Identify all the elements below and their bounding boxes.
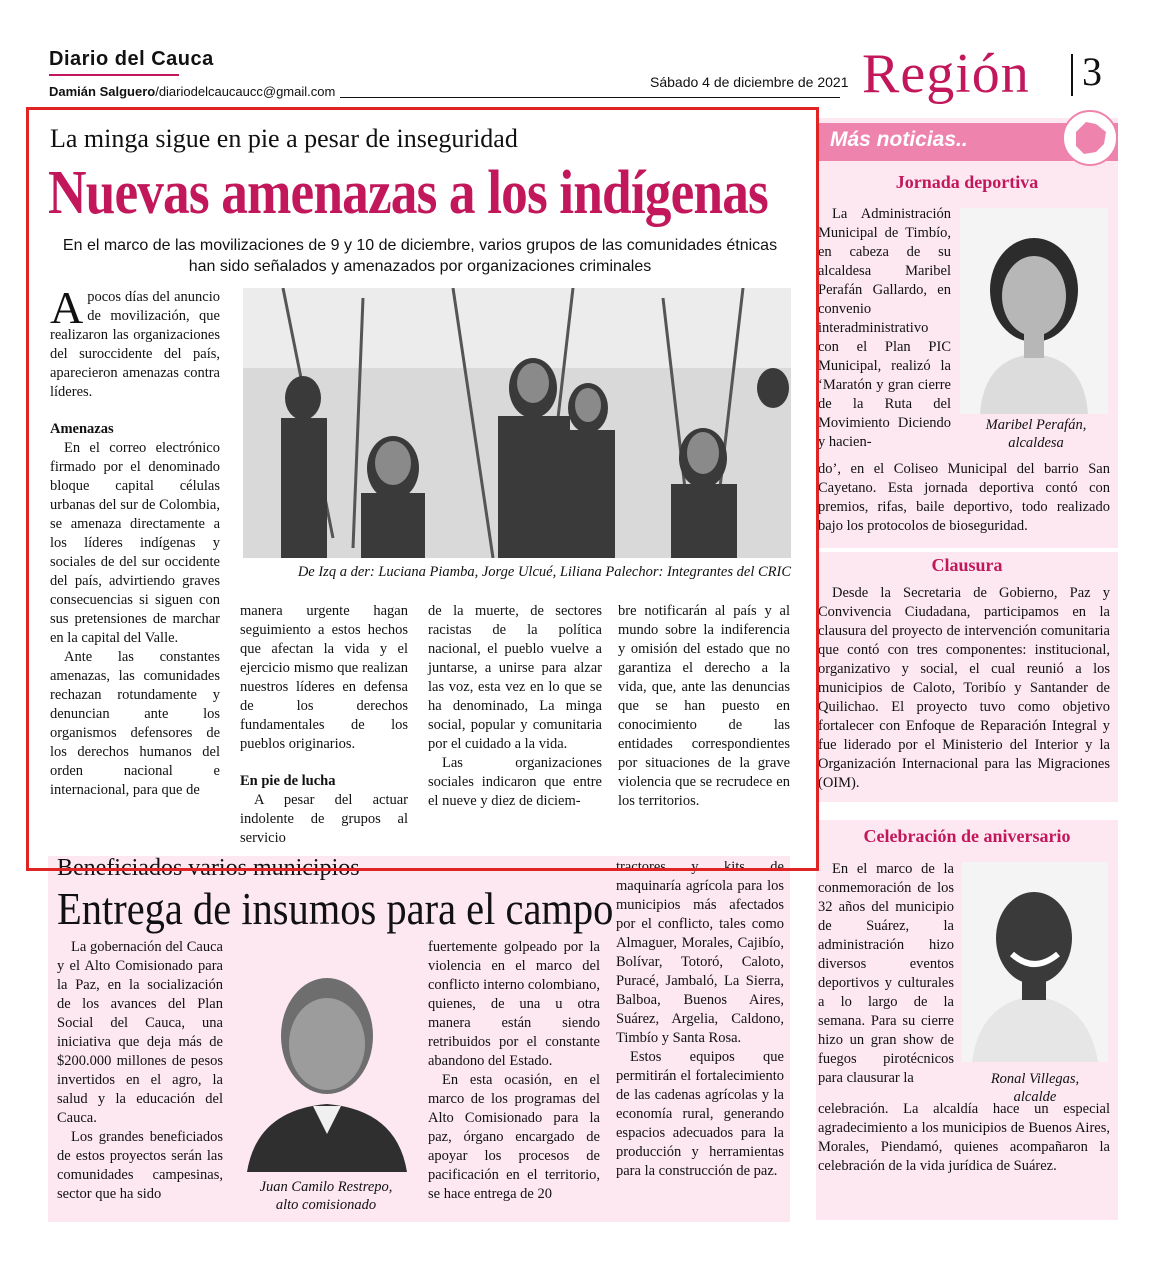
jornada-text-1: La Administración Municipal de Timbío, en cabeza de su alcaldesa Maribel Perafán Gallardo, en convenio interadministrativo con el Plan PIC Municipal, realizó la ‘Maratón y gran cierre de la Ruta del Movimiento Diciendo y hacien- bbox=[818, 206, 951, 450]
bottom-column-2 bbox=[428, 938, 600, 1204]
jornada-text-2: do’, en el Coliseo Municipal del barrio San Cayetano. Esta jornada deportiva contó con premios, rifas, baile deportivo, todo realizado bajo los protocolos de bioseguridad. bbox=[818, 461, 1110, 534]
subhead-amenazas: Amenazas bbox=[50, 421, 114, 437]
section-title: Región bbox=[862, 43, 1030, 105]
author-email: /diariodelcaucaucc@gmail.com bbox=[155, 84, 336, 99]
author-name: Damián Salguero bbox=[49, 84, 156, 99]
author-line bbox=[49, 84, 335, 99]
jornada-photo-caption bbox=[962, 416, 1110, 452]
woman-portrait-illustration bbox=[960, 208, 1108, 414]
bottom-column-1 bbox=[57, 938, 223, 1204]
bottom-column-3 bbox=[616, 858, 784, 1181]
jornada-photo bbox=[960, 208, 1108, 414]
bottom-para-5: tractores y kits de maquinaría agrícola para los municipios más afectados por el conflicto, tales como Almaguer, Morales, Cajibío, Bolívar, Totoró, Caloto, Puracé, Jambaló, La Sierra, Balboa, Buenos Aires, Suárez, Argelia, Caldono, Timbío y Santa Rosa. bbox=[616, 859, 784, 1046]
main-para-3: manera urgente hagan seguimiento a estos hechos que afectan la vida y el ejercicio mismo que realizan nuestros líderes en defensa de los derechos fundamentales de los pueblos originarios. bbox=[240, 603, 408, 752]
subhead-en-pie-de-lucha: En pie de lucha bbox=[240, 773, 336, 789]
masthead: Diario del Cauca bbox=[49, 48, 214, 70]
highlight-frame bbox=[26, 107, 819, 871]
main-para-7: bre notificarán al país y al mundo sobre la indiferencia y omisión del estado que no garantiza el derecho a la vida, que, ante las denuncias que se han puesto en conocimiento de las entidades correspondientes por situaciones de la grave violencia que se recrudece en los territorios. bbox=[618, 603, 790, 809]
main-lead: pocos días del anuncio de movilización, que realizaron las organizaciones del suroccidente del país, aparecieron amenazas contra líderes. bbox=[50, 289, 220, 400]
celebracion-text-1: En el marco de la conmemoración de los 32 años del municipio de Suárez, la administración hizo diversos eventos deportivos y culturales a lo largo de la semana. Para su cierre hizo un gran show de fuegos pirotécnicos para clausurar la bbox=[818, 861, 954, 1086]
jornada-caption-role: alcaldesa bbox=[1008, 435, 1064, 451]
main-kicker: La minga sigue en pie a pesar de inseguridad bbox=[50, 124, 518, 153]
celebracion-caption-name: Ronal Villegas, bbox=[990, 1071, 1080, 1087]
sidebar-title: Más noticias.. bbox=[830, 128, 968, 151]
bottom-kicker: Beneficiados varios municipios bbox=[57, 855, 360, 881]
main-para-2: Ante las constantes amenazas, las comunidades rechazan rotundamente y denuncian ante los organismos defensores de los derechos humanos del orden nacional e internacional, para que de bbox=[50, 649, 220, 798]
man-portrait-illustration bbox=[962, 862, 1108, 1062]
man-portrait-illustration-2 bbox=[241, 944, 411, 1172]
clausura-heading: Clausura bbox=[931, 555, 1003, 575]
main-para-6: Las organizaciones sociales indicaron que entre el nueve y diez de diciem- bbox=[428, 755, 602, 809]
dropcap: A bbox=[50, 282, 84, 333]
main-headline: Nuevas amenazas a los indígenas bbox=[48, 159, 768, 227]
main-deck: En el marco de las movilizaciones de 9 y 10 de diciembre, varios grupos de las comunidades étnicas han sido señalados y amenazados por organizaciones criminales bbox=[62, 237, 778, 275]
page-number: 3 bbox=[1082, 49, 1102, 94]
bottom-caption-role: alto comisionado bbox=[275, 1197, 377, 1213]
section-separator bbox=[1071, 54, 1073, 96]
main-photo-caption: De Izq a der: Luciana Piamba, Jorge Ulcué, Liliana Palechor: Integrantes del CRIC bbox=[297, 564, 791, 580]
celebracion-heading: Celebración de aniversario bbox=[863, 826, 1071, 846]
bottom-photo-caption bbox=[241, 1178, 411, 1214]
main-para-1: En el correo electrónico firmado por el denominado bloque capital células urbanas del sur de Colombia, se amenaza directamente a los líderes indígenas y sociales de del sur occidente del país, advirtiendo graves consecuencias si siguen con sus pretensiones de marchar en la capital del Valle. bbox=[50, 440, 220, 646]
bottom-photo bbox=[241, 944, 411, 1172]
issue-date: Sábado 4 de diciembre de 2021 bbox=[650, 74, 849, 90]
bottom-para-6: Estos equipos que permitirán el fortalecimiento de las cadenas agrícolas y la economía rural, generando espacios adecuados para la producción y herramientas para la construcción de paz. bbox=[616, 1049, 784, 1179]
bottom-headline: Entrega de insumos para el campo bbox=[57, 883, 614, 934]
jornada-caption-name: Maribel Perafán, bbox=[985, 417, 1087, 433]
main-para-5: de la muerte, de sectores racistas de la política nacional, el pueblo vuelve a juntarse, a unirse para alzar las voz, esta vez en lo que se ha denominado, La minga social, popular y comunitaria por el cuidado a la vida. bbox=[428, 603, 602, 752]
clausura-text: Desde la Secretaria de Gobierno, Paz y Convivencia Ciudadana, participamos en la clausura del proyecto de intervención comunitaria que contó con tres componentes: institucional, organizativo y social, el cual reunió a los municipios de Caloto, Toribío y Santander de Quilichao. El proyecto tuvo como objetivo fortalecer con Enfoque de Reparación Integral y fue liderado por el Ministerio del Interior y la Organización Internacional para las Migraciones (OIM). bbox=[818, 585, 1110, 791]
region-map-icon bbox=[1062, 110, 1118, 166]
celebracion-caption-role: alcalde bbox=[1013, 1089, 1057, 1105]
bottom-para-1: La gobernación del Cauca y el Alto Comisionado para la Paz, en la socialización de los avances del Plan Social del Cauca, una iniciativa que deja más de $200.000 millones de pesos invertidos en el agro, la salud y la educación del Cauca. bbox=[57, 939, 223, 1126]
header-rule bbox=[340, 97, 840, 98]
bottom-para-2: Los grandes beneficiados de estos proyectos serán las comunidades campesinas, sector que ha sido bbox=[57, 1129, 223, 1202]
masthead-rule bbox=[49, 74, 179, 76]
bottom-para-3: fuertemente golpeado por la violencia en el marco del conflicto interno colombiano, quienes, de una u otra manera están siendo retribuidos por el constante abandono del Estado. bbox=[428, 939, 600, 1069]
main-para-4: A pesar del actuar indolente de grupos al servicio bbox=[240, 792, 408, 846]
bottom-para-4: En esta ocasión, en el marco de los programas del Alto Comisionado para la paz, órgano encargado de apoyar los procesos de pacificación en el territorio, se hace entrega de 20 bbox=[428, 1072, 600, 1202]
bottom-caption-name: Juan Camilo Restrepo, bbox=[259, 1179, 393, 1195]
celebracion-photo bbox=[962, 862, 1108, 1062]
jornada-heading: Jornada deportiva bbox=[895, 172, 1039, 192]
celebracion-text-2: celebración. La alcaldía hace un especial agradecimiento a los municipios de Buenos Aires, Morales, Piendamó, quienes acompañaron la celebración de la vida jurídica de Suárez. bbox=[818, 1101, 1110, 1174]
